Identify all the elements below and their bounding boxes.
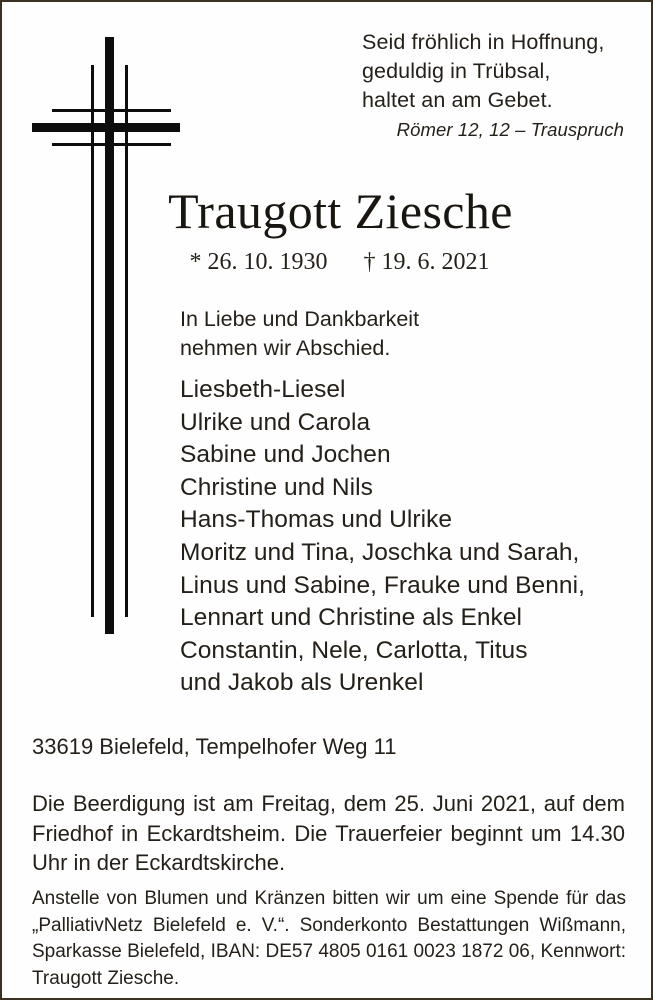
mourning-address: 33619 Bielefeld, Tempelhofer Weg 11 bbox=[32, 734, 397, 759]
farewell-line-1: In Liebe und Dankbarkeit bbox=[180, 307, 420, 331]
list-item: Linus und Sabine, Frauke und Benni, bbox=[180, 571, 585, 599]
verse-reference: Römer 12, 12 – Trauspruch bbox=[396, 119, 624, 140]
list-item: Moritz und Tina, Joschka und Sarah, bbox=[180, 538, 580, 566]
verse-line-3: haltet an am Gebet. bbox=[362, 88, 553, 112]
farewell-message bbox=[180, 305, 640, 363]
donation-line-3: Sparkasse Bielefeld, IBAN: DE57 4805 0161 0023 1872 06, Kennwort: bbox=[32, 941, 626, 962]
bible-verse-block bbox=[362, 28, 624, 143]
funeral-line-2: Friedhof in Eckardtsheim. Die Trauerfeier beginnt um 14.30 bbox=[32, 820, 625, 846]
cross-stem-thin-left bbox=[91, 65, 94, 617]
deceased-name: Traugott Ziesche bbox=[168, 183, 513, 239]
funeral-details bbox=[32, 789, 625, 878]
list-item: Sabine und Jochen bbox=[180, 441, 391, 469]
funeral-line-3: Uhr in der Eckardtskirche. bbox=[32, 850, 286, 875]
list-item: Liesbeth-Liesel bbox=[180, 376, 346, 403]
list-item: und Jakob als Urenkel bbox=[180, 669, 424, 697]
list-item: Lennart und Christine als Enkel bbox=[180, 604, 523, 632]
mourners-list bbox=[180, 374, 650, 700]
christian-cross-icon bbox=[2, 2, 192, 682]
verse-line-1: Seid fröhlich in Hoffnung, bbox=[362, 30, 605, 54]
list-item: Ulrike und Carola bbox=[180, 408, 371, 436]
list-item: Hans-Thomas und Ulrike bbox=[180, 506, 453, 534]
list-item: Constantin, Nele, Carlotta, Titus bbox=[180, 636, 528, 664]
donation-request bbox=[32, 886, 626, 992]
donation-line-1: Anstelle von Blumen und Kränzen bitten wir um eine Spende für das bbox=[32, 888, 626, 909]
cross-stem-thin-right bbox=[125, 65, 128, 617]
farewell-line-2: nehmen wir Abschied. bbox=[180, 336, 391, 360]
birth-date: * 26. 10. 1930 bbox=[189, 249, 328, 275]
death-date: † 19. 6. 2021 bbox=[363, 249, 490, 275]
funeral-line-1: Die Beerdigung ist am Freitag, dem 25. Juni 2021, auf dem bbox=[32, 791, 625, 816]
donation-line-2: „PalliativNetz Bielefeld e. V.“. Sonderkonto Bestattungen Wißmann, bbox=[32, 914, 626, 936]
cross-stem-thick bbox=[105, 37, 114, 634]
life-dates bbox=[2, 247, 653, 277]
list-item: Christine und Nils bbox=[180, 473, 373, 501]
verse-line-2: geduldig in Trübsal, bbox=[362, 59, 551, 83]
donation-line-4: Traugott Ziesche. bbox=[32, 967, 180, 989]
